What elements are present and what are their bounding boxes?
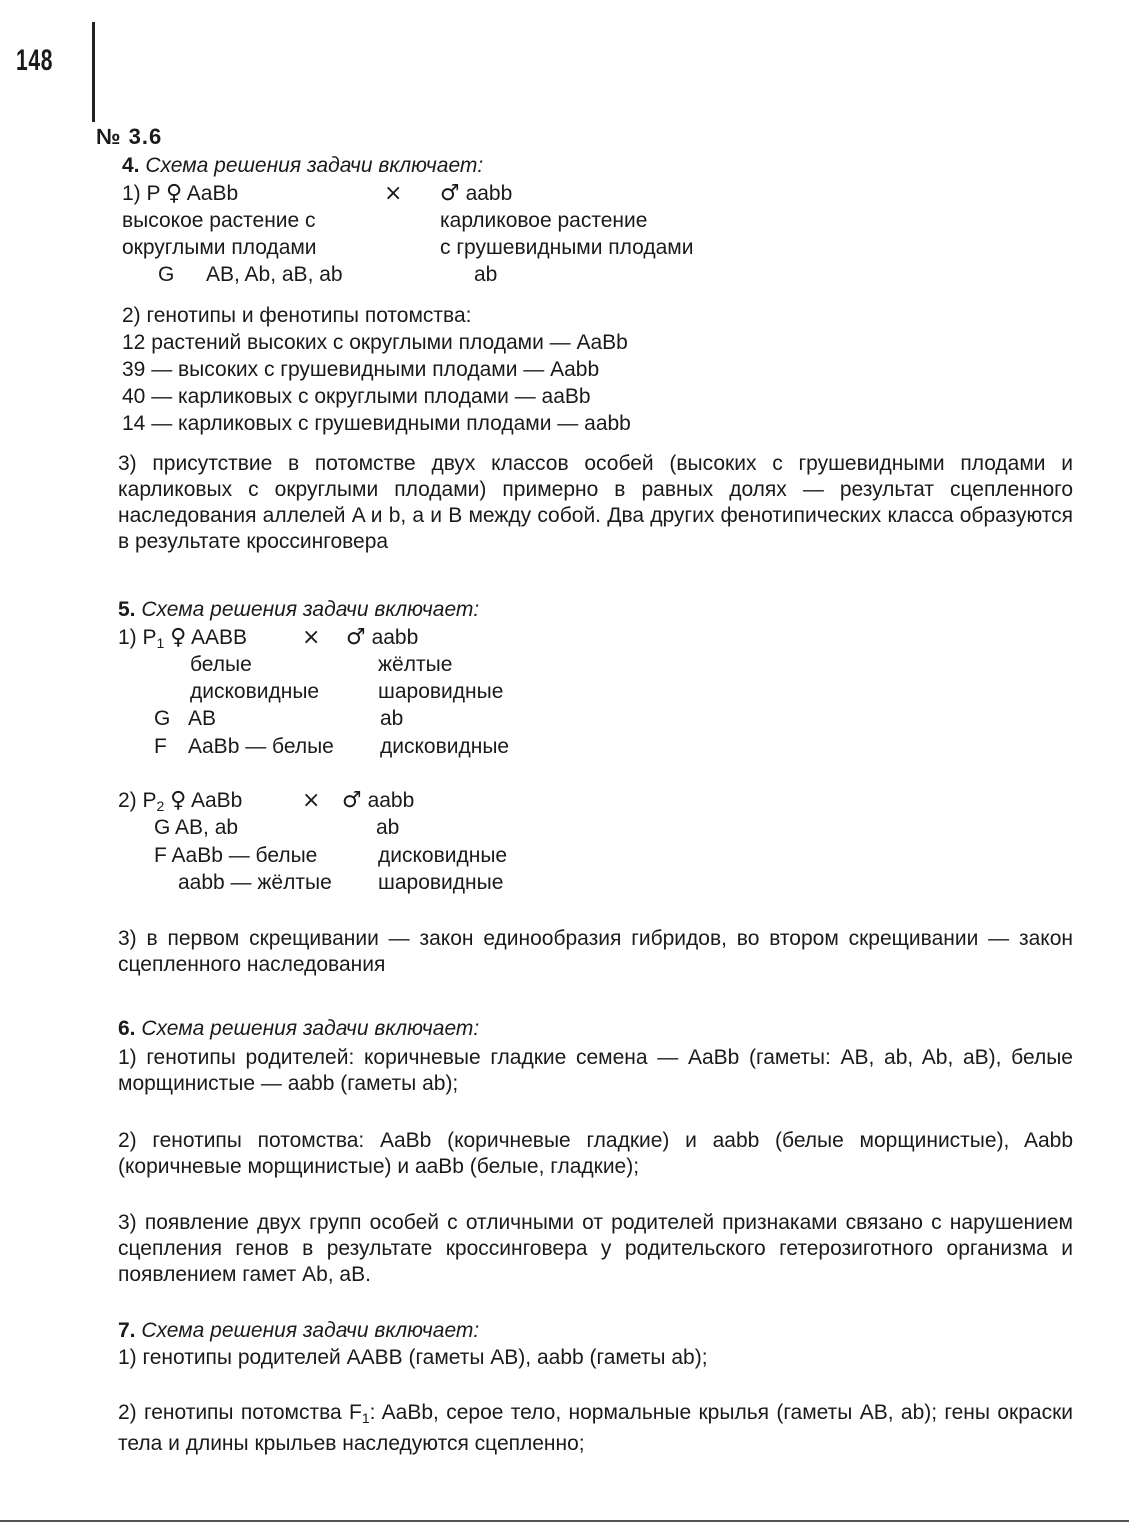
s7-f1-subscript: 1 bbox=[361, 1410, 370, 1426]
s5-genotype-male-2: aabb bbox=[367, 789, 415, 812]
s5-p2-label: 2) P bbox=[118, 789, 157, 812]
female-symbol-icon: ♀ bbox=[170, 788, 187, 813]
s5-gamete-label: G bbox=[154, 707, 171, 730]
s5-genotype-female-2: AaBb bbox=[190, 789, 243, 812]
s4-parent2-line2: с грушевидными плодами bbox=[440, 236, 694, 259]
s5-genotype-male: aabb bbox=[371, 626, 419, 649]
section-4-heading bbox=[122, 152, 483, 179]
s5-cross1-right bbox=[346, 624, 418, 651]
bottom-rule bbox=[0, 1520, 1129, 1522]
s5-f2-genotype-1: F AaBb — белые bbox=[154, 844, 318, 867]
s6-paragraph-1: 1) генотипы родителей: коричневые гладкие семена — AaBb (гаметы: AB, ab, Ab, aB), белые морщинистые — aabb (гаметы ab); bbox=[118, 1046, 1073, 1095]
s4-gametes-male: ab bbox=[474, 263, 498, 286]
s5-gametes-female: AB bbox=[188, 707, 217, 730]
s4-paragraph-3: 3) присутствие в потомстве двух классов особей (высоких с грушевидными плодами и карликовых с округлыми плодами) примерно в равных долях — результат сцепленного наследования аллелей A и b, a и B между собой. Два других фенотипических класса образуются в результате кроссинговера bbox=[118, 452, 1073, 553]
s5-gametes-female-2: G AB, ab bbox=[154, 816, 239, 839]
s5-paragraph-3: 3) в первом скрещивании — закон единообразия гибридов, во втором скрещивании — закон сцепленного наследования bbox=[118, 927, 1073, 976]
section-6-heading-text: Схема решения задачи включает: bbox=[141, 1017, 480, 1040]
male-symbol-icon: ♂ bbox=[342, 788, 362, 813]
s7-paragraph-2-start: 2) генотипы потомства F bbox=[118, 1401, 362, 1424]
s5-p1-subscript: 1 bbox=[156, 635, 165, 651]
s4-gametes-female: AB, Ab, aB, ab bbox=[206, 263, 343, 286]
s5-f2-phenotype-1: дисковидные bbox=[378, 844, 508, 867]
s5-cross2-right bbox=[342, 787, 414, 814]
male-symbol-icon: ♂ bbox=[440, 181, 460, 206]
s7-paragraph-1: 1) генотипы родителей AABB (гаметы AB), aabb (гаметы ab); bbox=[118, 1346, 708, 1369]
s5-gametes-male-2: ab bbox=[376, 816, 400, 839]
s6-paragraph-2: 2) генотипы потомства: AaBb (коричневые гладкие) и aabb (белые морщинистые), Aabb (коричневые морщинистые) и aaBb (белые, гладкие); bbox=[118, 1129, 1073, 1178]
s7-paragraph-2-rest: : AaBb, серое тело, нормальные крылья (гаметы AB, ab); гены окраски тела и длины крыльев наследуются сцепленно; bbox=[118, 1401, 1073, 1455]
s5-f2-genotype-2: aabb — жёлтые bbox=[178, 871, 332, 894]
section-4-number: 4. bbox=[122, 154, 140, 177]
s4-genotype-male: aabb bbox=[465, 182, 513, 205]
s4-offspring-title: 2) генотипы и фенотипы потомства: bbox=[122, 304, 472, 327]
section-6-number: 6. bbox=[118, 1017, 136, 1040]
s5-f-label: F bbox=[154, 735, 167, 758]
s4-offspring-row: 12 растений высоких с округлыми плодами — AaBb bbox=[122, 331, 628, 354]
s4-offspring-row: 14 — карликовых с грушевидными плодами — aabb bbox=[122, 412, 631, 435]
s7-paragraph-2 bbox=[118, 1400, 1073, 1457]
s5-p1-label: 1) P bbox=[118, 626, 157, 649]
section-5-heading bbox=[118, 596, 479, 623]
male-symbol-icon: ♂ bbox=[346, 625, 366, 650]
female-symbol-icon: ♀ bbox=[165, 181, 183, 206]
problem-label: № 3.6 bbox=[96, 124, 163, 149]
s5-f1-genotype: AaBb — белые bbox=[188, 735, 334, 758]
section-4-heading-text: Схема решения задачи включает: bbox=[145, 154, 484, 177]
s4-offspring-row: 40 — карликовых с округлыми плодами — aaBb bbox=[122, 385, 591, 408]
page-number: 148 bbox=[16, 44, 54, 77]
s5-shape-male: шаровидные bbox=[378, 680, 504, 703]
s4-parent-label: 1) P bbox=[122, 182, 161, 205]
s5-f1-phenotype: дисковидные bbox=[380, 735, 510, 758]
section-5-heading-text: Схема решения задачи включает: bbox=[141, 598, 480, 621]
s5-f2-phenotype-2: шаровидные bbox=[378, 871, 504, 894]
section-7-number: 7. bbox=[118, 1319, 136, 1342]
section-5-number: 5. bbox=[118, 598, 136, 621]
s4-parent2-line1: карликовое растение bbox=[440, 209, 648, 232]
s5-gametes-male: ab bbox=[380, 707, 404, 730]
s4-cross-symbol: × bbox=[384, 181, 403, 206]
s5-cross1-symbol: × bbox=[302, 625, 321, 650]
s5-genotype-female: AABB bbox=[190, 626, 247, 649]
s4-cross-left bbox=[122, 180, 238, 207]
s5-p2-subscript: 2 bbox=[156, 798, 165, 814]
section-7-heading bbox=[118, 1317, 479, 1344]
section-6-heading bbox=[118, 1015, 479, 1042]
s4-offspring-row: 39 — высоких с грушевидными плодами — Aabb bbox=[122, 358, 600, 381]
s6-paragraph-3: 3) появление двух групп особей с отличными от родителей признаками связано с нарушением сцепления генов в результате кроссинговера у родительского гетерозиготного организма и появлением гамет Ab, aB. bbox=[118, 1211, 1073, 1286]
female-symbol-icon: ♀ bbox=[170, 625, 187, 650]
s5-cross2-symbol: × bbox=[302, 788, 321, 813]
s4-cross-right bbox=[440, 180, 512, 207]
s5-color-male: жёлтые bbox=[378, 653, 453, 676]
section-7-heading-text: Схема решения задачи включает: bbox=[141, 1319, 480, 1342]
s5-shape-female: дисковидные bbox=[190, 680, 320, 703]
s4-gamete-label: G bbox=[158, 263, 175, 286]
s4-parent1-line1: высокое растение с bbox=[122, 209, 316, 232]
margin-rule bbox=[92, 22, 95, 122]
s5-color-female: белые bbox=[190, 653, 252, 676]
s4-genotype-female: AaBb bbox=[186, 182, 239, 205]
s4-parent1-line2: округлыми плодами bbox=[122, 236, 317, 259]
